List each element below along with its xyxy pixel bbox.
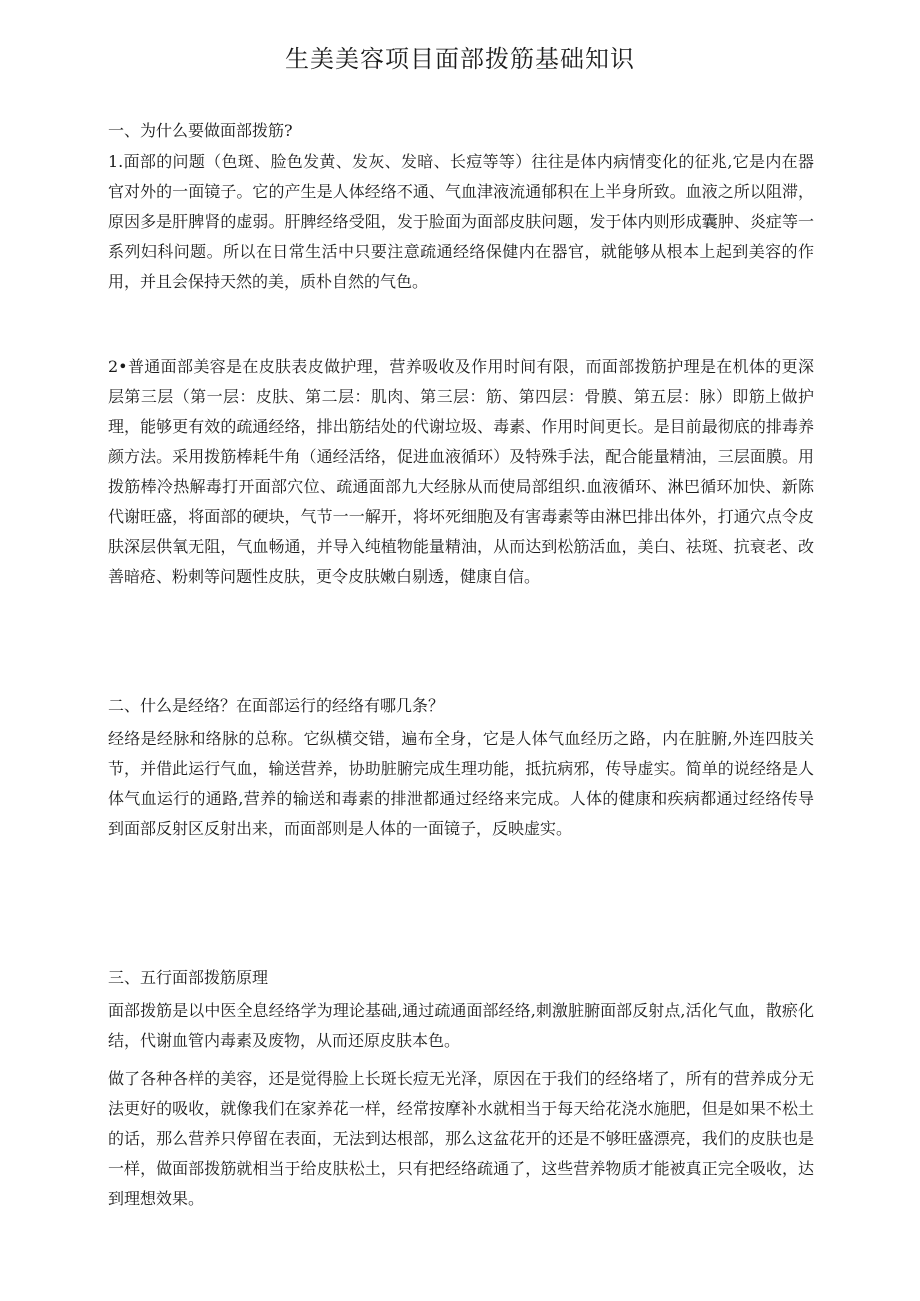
- section3-heading: 三、五行面部拨筋原理: [108, 968, 269, 987]
- section1-paragraph2: 2•普通面部美容是在皮肤表皮做护理，营养吸收及作用时间有限，而面部拨筋护理是在机体的更深层第三层（第一层：皮肤、第二层：肌肉、第三层：筋、第四层：骨膜、第五层：脉）即筋上做护理，能够更有效的疏通经络，排出筋结处的代谢垃圾、毒素、作用时间更长。是目前最彻底的排毒养颜方法。采用拨筋棒耗牛角（通经活络，促进血液循环）及特殊手法，配合能量精油，三层面膜。用拨筋棒冷热解毒打开面部穴位、疏通面部九大经脉从而使局部组织.血液循环、淋巴循环加快、新陈代谢旺盛，将面部的硬块，气节一一解开，将坏死细胞及有害毒素等由淋巴排出体外，打通穴点令皮肤深层供氧无阻，气血畅通，并导入纯植物能量精油，从而达到松筋活血，美白、祛斑、抗衰老、改善暗疮、粉刺等问题性皮肤，更令皮肤嫩白剔透，健康自信。: [108, 357, 814, 586]
- section3-paragraph2: 做了各种各样的美容，还是觉得脸上长斑长痘无光泽，原因在于我们的经络堵了，所有的营养成分无法更好的吸收，就像我们在家养花一样，经常按摩补水就相当于每天给花浇水施肥，但是如果不松土的话，那么营养只停留在表面，无法到达根部，那么这盆花开的还是不够旺盛漂亮，我们的皮肤也是一样，做面部拨筋就相当于给皮肤松土，只有把经络疏通了，这些营养物质才能被真正完全吸收，达到理想效果。: [108, 1069, 814, 1208]
- section1-heading: 一、为什么要做面部拨筋?: [108, 121, 293, 140]
- section2-heading: 二、什么是经络？在面部运行的经络有哪几条？: [108, 696, 445, 715]
- section3-paragraph1: 面部拨筋是以中医全息经络学为理论基础,通过疏通面部经络,刺激脏腑面部反射点,活化气血，散瘀化结，代谢血管内毒素及废物，从而还原皮肤本色。: [108, 1001, 814, 1050]
- page-title: 生美美容项目面部拨筋基础知识: [285, 45, 635, 73]
- section2-paragraph1: 经络是经脉和络脉的总称。它纵横交错，遍布全身，它是人体气血经历之路，内在脏腑,外连四肢关节，并借此运行气血，输送营养，协助脏腑完成生理功能，抵抗病邪，传导虚实。简单的说经络是人体气血运行的通路,营养的输送和毒素的排泄都通过经络来完成。人体的健康和疾病都通过经络传导到面部反射区反射出来，而面部则是人体的一面镜子，反映虚实。: [108, 729, 814, 838]
- section1-paragraph1: 1.面部的问题（色斑、脸色发黄、发灰、发暗、长痘等等）往往是体内病情变化的征兆,它是内在器官对外的一面镜子。它的产生是人体经络不通、气血津液流通郁积在上半身所致。血液之所以阻滞，原因多是肝脾肾的虚弱。肝脾经络受阻，发于脸面为面部皮肤问题，发于体内则形成囊肿、炎症等一系列妇科问题。所以在日常生活中只要注意疏通经络保健内在器官，就能够从根本上起到美容的作用，并且会保持天然的美，质朴自然的气色。: [108, 152, 814, 291]
